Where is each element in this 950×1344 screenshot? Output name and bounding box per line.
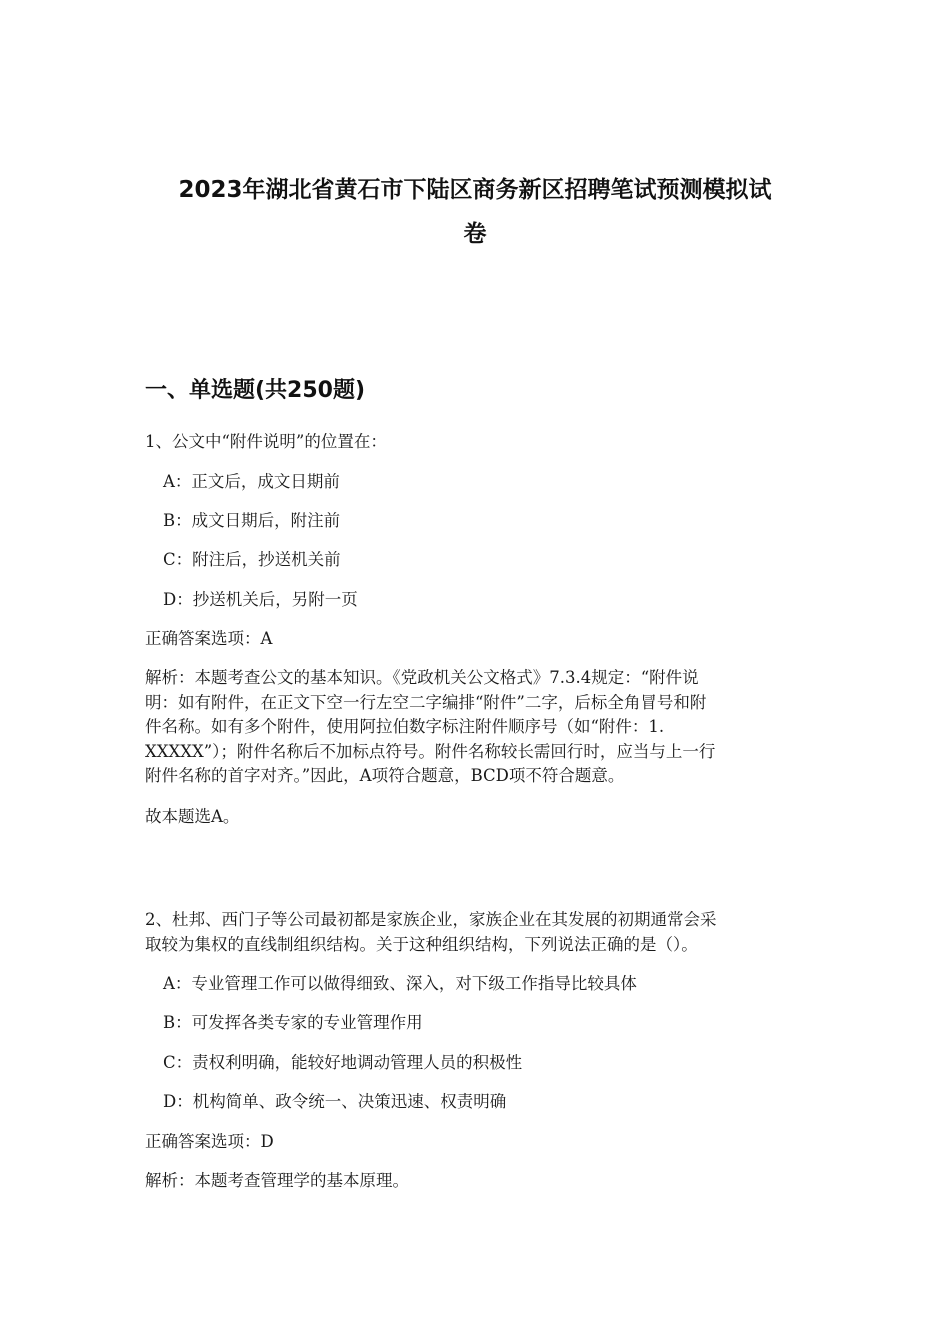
question-1-option-b: B：成文日期后，附注前 xyxy=(163,511,341,530)
question-2-option-b: B：可发挥各类专家的专业管理作用 xyxy=(163,1013,423,1032)
title-line-2: 卷 xyxy=(463,221,487,247)
question-2-analysis: 解析：本题考查管理学的基本原理。 xyxy=(145,1171,409,1190)
question-2-option-c: C：责权利明确，能较好地调动管理人员的积极性 xyxy=(163,1053,523,1072)
question-1-stem: 1、公文中“附件说明”的位置在： xyxy=(145,432,387,451)
analysis-line: 解析：本题考查公文的基本知识。《党政机关公文格式》7.3.4规定：“附件说 xyxy=(145,668,699,687)
question-2-answer: 正确答案选项：D xyxy=(145,1132,274,1151)
analysis-line: 件名称。如有多个附件，使用阿拉伯数字标注附件顺序号（如“附件：1. xyxy=(145,717,665,736)
question-1-answer: 正确答案选项：A xyxy=(145,629,273,648)
analysis-line: 明：如有附件，在正文下空一行左空二字编排“附件”二字，后标全角冒号和附 xyxy=(145,692,707,712)
question-1-option-d: D：抄送机关后，另附一页 xyxy=(163,590,358,609)
question-2-option-a: A：专业管理工作可以做得细致、深入，对下级工作指导比较具体 xyxy=(163,974,637,993)
question-1-option-c: C：附注后，抄送机关前 xyxy=(163,550,341,569)
analysis-line: XXXXX”）；附件名称后不加标点符号。附件名称较长需回行时，应当与上一行 xyxy=(145,741,716,761)
question-2-stem xyxy=(145,908,810,957)
question-2-option-d: D：机构简单、政令统一、决策迅速、权责明确 xyxy=(163,1092,507,1111)
question-1-conclusion: 故本题选A。 xyxy=(145,807,240,826)
section-heading: 一、单选题(共250题) xyxy=(145,378,366,403)
document-title xyxy=(140,168,810,256)
question-1-analysis xyxy=(145,666,810,789)
stem-line: 取较为集权的直线制组织结构。关于这种组织结构，下列说法正确的是（）。 xyxy=(145,934,698,954)
stem-line: 2、杜邦、西门子等公司最初都是家族企业，家族企业在其发展的初期通常会采 xyxy=(145,910,717,929)
analysis-line: 附件名称的首字对齐。”因此，A项符合题意，BCD项不符合题意。 xyxy=(145,766,625,785)
title-line-1: 2023年湖北省黄石市下陆区商务新区招聘笔试预测模拟试 xyxy=(178,177,772,203)
question-1-option-a: A：正文后，成文日期前 xyxy=(163,472,340,491)
